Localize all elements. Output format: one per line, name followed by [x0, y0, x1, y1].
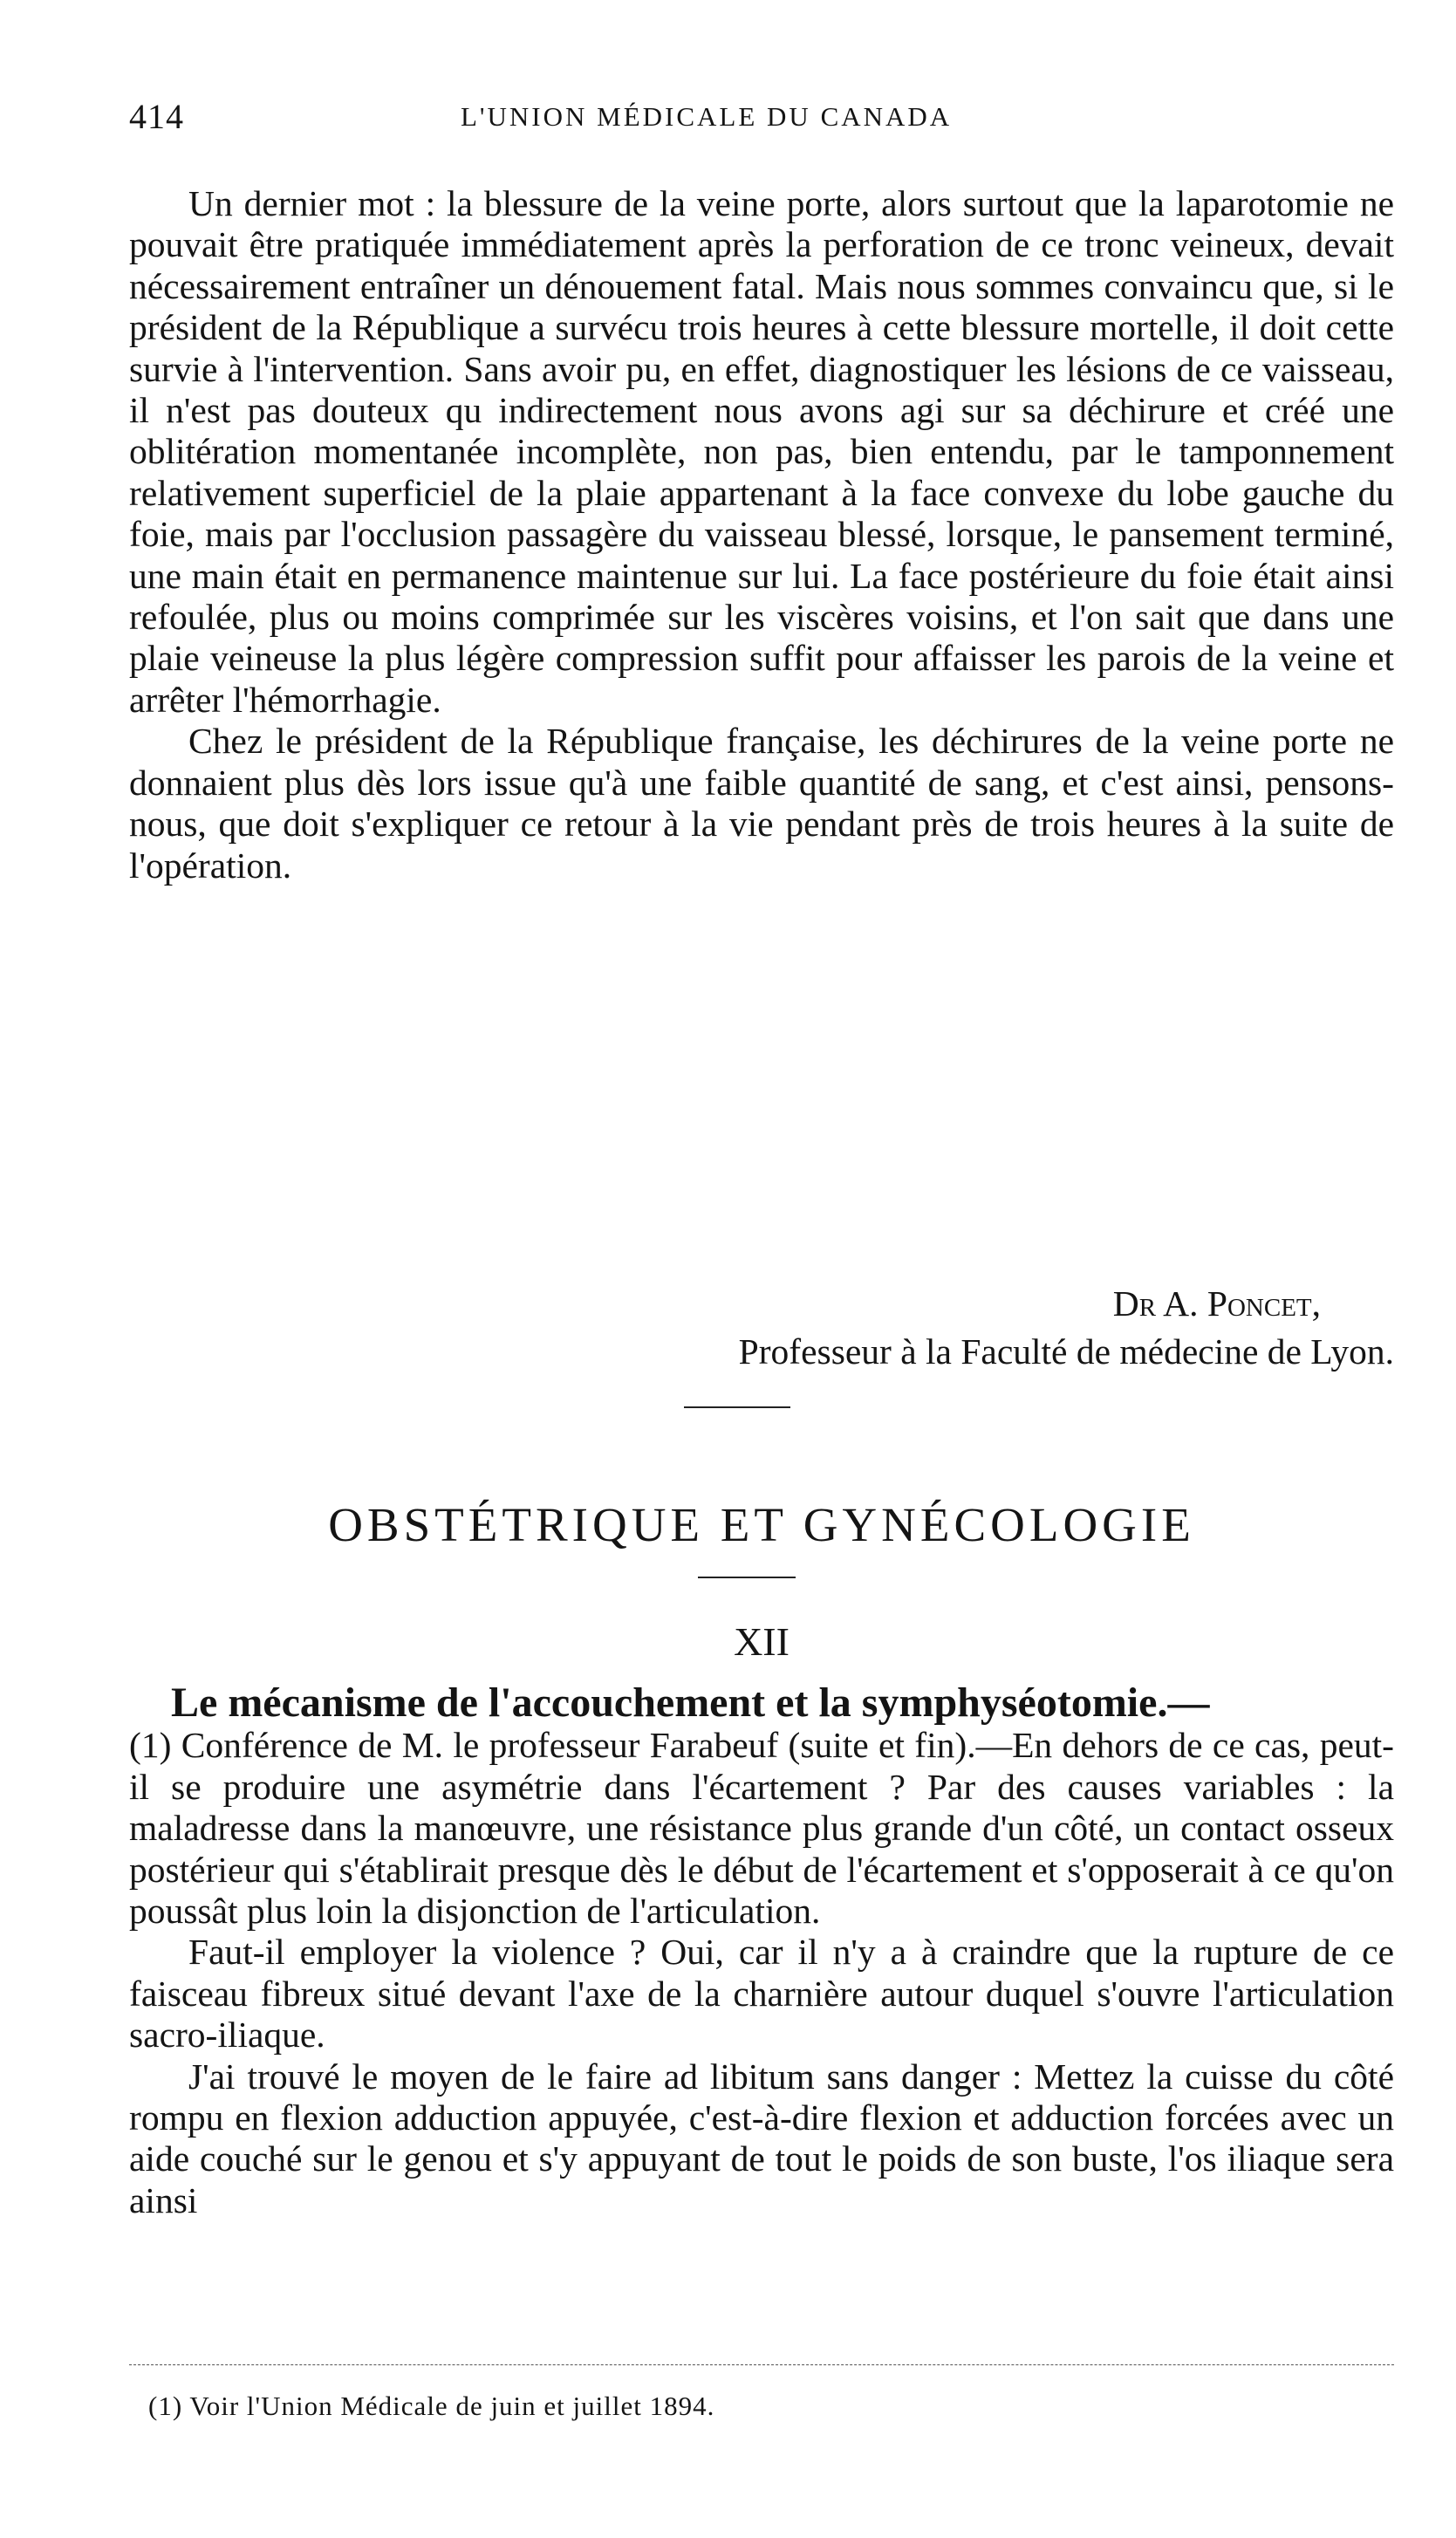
document-page [129, 96, 1394, 2504]
page-number: 414 [129, 97, 184, 136]
section-divider [698, 1577, 796, 1578]
article-body [129, 1679, 1394, 2221]
article-title: Le mécanisme de l'accouchement et la symphyséotomie.— [171, 1679, 1210, 1726]
journal-title: L'UNION MÉDICALE DU CANADA [461, 101, 953, 132]
author-signature: Dr A. Poncet, [1112, 1283, 1321, 1324]
section-divider [684, 1406, 790, 1408]
footnote-divider [129, 2364, 1394, 2365]
author-affiliation: Professeur à la Faculté de médecine de Lyon. [738, 1331, 1394, 1372]
paragraph: Un dernier mot : la blessure de la veine porte, alors surtout que la laparotomie ne pouvait être pratiquée immédiatement après la perforation de ce tronc veineux, devait nécessairement entraîner un dénouement fatal. Mais nous sommes convaincu que, si le président de la République a survécu trois heures à cette blessure mortelle, il doit cette survie à l'intervention. Sans avoir pu, en effet, diagnostiquer les lésions de ce vaisseau, il n'est pas douteux qu indirectement nous avons agi sur sa déchirure et créé une oblitération momentanée incomplète, non pas, bien entendu, par le tamponnement relativement superficiel de la plaie appartenant à la face convexe du lobe gauche du foie, mais par l'occlusion passagère du vaisseau blessé, lorsque, le pansement terminé, une main était en permanence maintenue sur lui. La face postérieure du foie était ainsi refoulée, plus ou moins comprimée sur les viscères voisins, et l'on sait que dans une plaie veineuse la plus légère compression suffit pour affaisser les parois de la veine et arrêter l'hémorrhagie. [129, 183, 1394, 720]
paragraph: Faut-il employer la violence ? Oui, car il n'y a à craindre que la rupture de ce faisceau fibreux situé devant l'axe de la charnière autour duquel s'ouvre l'articulation sacro-iliaque. [129, 1932, 1394, 2056]
article-lead-text: (1) Conférence de M. le professeur Farabeuf (suite et fin).—En dehors de ce cas, peut-il se produire une asymétrie dans l'écartement ? Par des causes variables : la maladresse dans la manœuvre, une résistance plus grande d'un côté, un contact osseux postérieur qui s'établirait presque dès le début de l'écartement et s'opposerait à ce qu'on poussât plus loin la disjonction de l'articulation. [129, 1725, 1394, 1932]
footnote: (1) Voir l'Union Médicale de juin et juillet 1894. [148, 2391, 715, 2421]
section-number: XII [734, 1619, 790, 1664]
section-title: OBSTÉTRIQUE ET GYNÉCOLOGIE [328, 1497, 1195, 1551]
article-body-top [129, 183, 1394, 886]
running-header [129, 96, 1394, 148]
article-lead-paragraph [129, 1679, 1394, 1932]
paragraph: J'ai trouvé le moyen de le faire ad libitum sans danger : Mettez la cuisse du côté rompu en flexion adduction appuyée, c'est-à-dire flexion et adduction forcées avec un aide couché sur le genou et s'y appuyant de tout le poids de son buste, l'os iliaque sera ainsi [129, 2056, 1394, 2220]
paragraph: Chez le président de la République française, les déchirures de la veine porte ne donnaient plus dès lors issue qu'à une faible quantité de sang, et c'est ainsi, pensons-nous, que doit s'expliquer ce retour à la vie pendant près de trois heures à la suite de l'opération. [129, 721, 1394, 886]
